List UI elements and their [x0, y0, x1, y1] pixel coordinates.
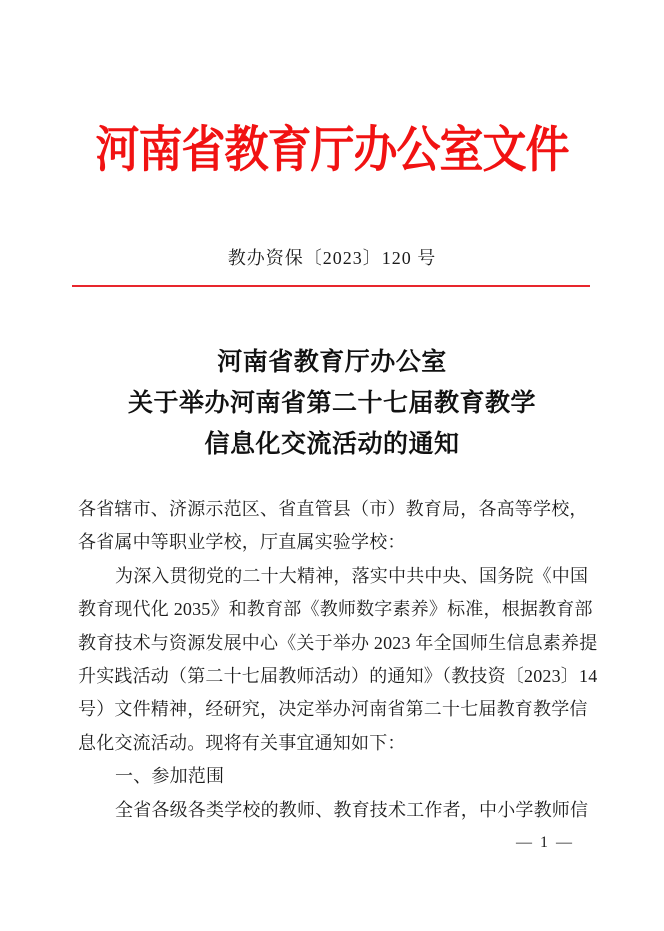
notice-title-line-3: 信息化交流活动的通知	[204, 431, 460, 458]
notice-title-line-2: 关于举办河南省第二十七届教育教学	[127, 390, 536, 417]
body-line: 号）文件精神，经研究，决定举办河南省第二十七届教育教学信	[78, 699, 588, 720]
body-line: 升实践活动（第二十七届教师活动）的通知》（教技资〔2023〕14	[78, 666, 598, 687]
document-number: 教办资保〔2023〕120 号	[227, 248, 437, 268]
page-number: — 1 —	[516, 834, 574, 851]
body-line: 一、参加范围	[115, 766, 225, 787]
letterhead-title: 河南省教育厅办公室文件	[95, 123, 569, 178]
body-line: 教育技术与资源发展中心《关于举办 2023 年全国师生信息素养提	[78, 632, 598, 653]
body-line: 全省各级各类学校的教师、教育技术工作者，中小学教师信	[115, 799, 589, 820]
body-line: 教育现代化 2035》和教育部《教师数字素养》标准，根据教育部	[78, 599, 593, 620]
body-line: 各省属中等职业学校，厅直属实验学校：	[78, 532, 406, 553]
letterhead-divider-line	[72, 285, 590, 287]
body-line: 各省辖市、济源示范区、省直管县（市）教育局，各高等学校，	[78, 499, 588, 519]
body-line: 息化交流活动。现将有关事宜通知如下：	[78, 732, 406, 753]
document-body	[78, 493, 598, 827]
notice-title-line-1: 河南省教育厅办公室	[217, 349, 447, 376]
notice-title	[0, 342, 664, 465]
body-line: 为深入贯彻党的二十大精神，落实中共中央、国务院《中国	[115, 565, 589, 586]
